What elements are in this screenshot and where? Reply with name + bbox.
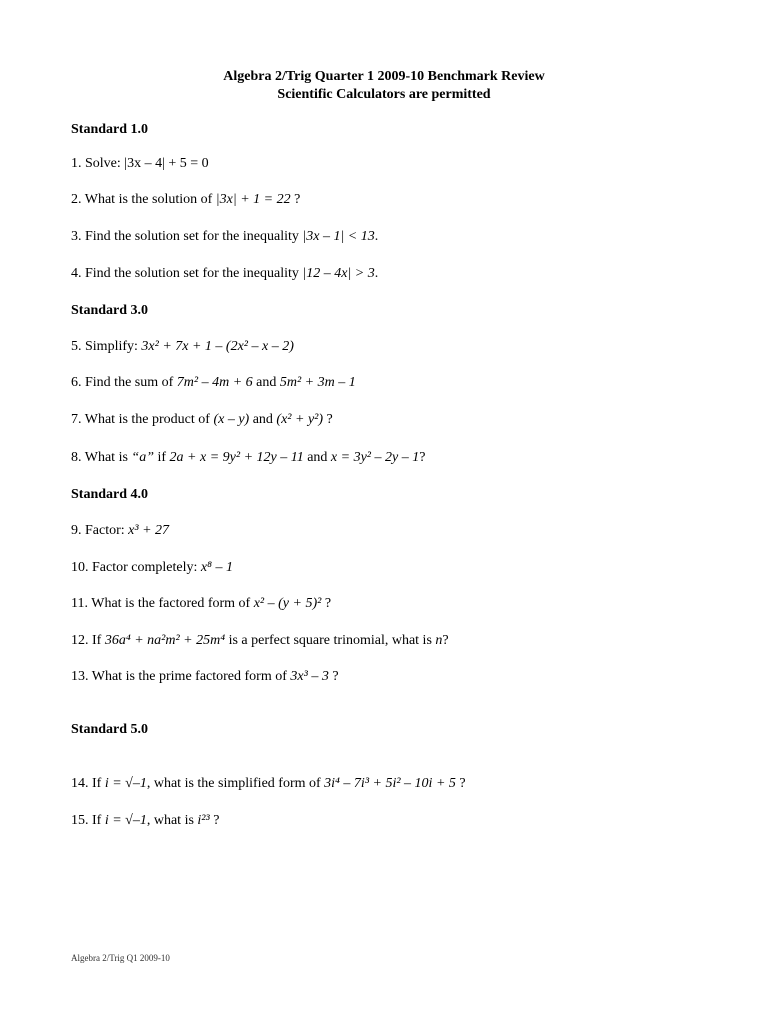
title-line-1: Algebra 2/Trig Quarter 1 2009-10 Benchmark Review bbox=[223, 69, 545, 84]
question-9 bbox=[71, 523, 169, 539]
question-15 bbox=[71, 813, 219, 829]
question-13 bbox=[71, 669, 339, 685]
question-6 bbox=[71, 375, 356, 391]
question-12-suffix: ? bbox=[442, 633, 449, 648]
question-11-prefix: 11. What is the factored form of bbox=[71, 596, 254, 611]
question-15-prefix: 15. If bbox=[71, 813, 105, 828]
question-13-math: 3x³ – 3 bbox=[290, 669, 329, 684]
question-10 bbox=[71, 560, 233, 576]
question-8 bbox=[71, 450, 425, 466]
question-12-math: 36a⁴ + na²m² + 25m⁴ bbox=[104, 633, 226, 648]
question-7-math-a: (x – y) bbox=[213, 412, 250, 427]
question-9-math: x³ + 27 bbox=[128, 523, 170, 538]
question-1 bbox=[71, 156, 209, 172]
question-14-prefix: 14. If bbox=[71, 776, 105, 791]
question-4-math: |12 – 4x| > 3 bbox=[302, 266, 375, 281]
question-3-math: |3x – 1| < 13 bbox=[302, 229, 375, 244]
question-12-var: n bbox=[435, 633, 443, 648]
question-3 bbox=[71, 229, 378, 245]
question-7 bbox=[71, 412, 333, 428]
question-15-math-a: i = √–1 bbox=[104, 813, 147, 828]
question-13-prefix: 13. What is the prime factored form of bbox=[71, 669, 291, 684]
question-11-math: x² – (y + 5)² bbox=[253, 596, 322, 611]
section-heading-standard-3: Standard 3.0 bbox=[71, 303, 149, 318]
question-5 bbox=[71, 339, 294, 355]
question-4-prefix: 4. Find the solution set for the inequality bbox=[71, 266, 303, 281]
question-15-mid: , what is bbox=[146, 813, 198, 828]
question-14-math-a: i = √–1 bbox=[104, 776, 147, 791]
worksheet-title bbox=[0, 68, 768, 104]
question-3-prefix: 3. Find the solution set for the inequality bbox=[71, 229, 303, 244]
question-5-math: 3x² + 7x + 1 – (2x² – x – 2) bbox=[141, 339, 294, 354]
question-4-suffix: . bbox=[374, 266, 379, 281]
question-11-suffix: ? bbox=[321, 596, 332, 611]
question-2 bbox=[71, 192, 300, 208]
question-7-prefix: 7. What is the product of bbox=[71, 412, 214, 427]
question-3-suffix: . bbox=[374, 229, 379, 244]
question-15-suffix: ? bbox=[209, 813, 220, 828]
question-2-suffix: ? bbox=[290, 192, 301, 207]
question-12 bbox=[71, 633, 449, 649]
question-13-suffix: ? bbox=[328, 669, 339, 684]
question-8-var: “a” bbox=[131, 450, 154, 465]
question-12-mid: is a perfect square trinomial, what is bbox=[225, 633, 436, 648]
question-5-prefix: 5. Simplify: bbox=[71, 339, 142, 354]
question-7-mid: and bbox=[249, 412, 277, 427]
section-heading-standard-4: Standard 4.0 bbox=[71, 487, 149, 502]
question-9-prefix: 9. Factor: bbox=[71, 523, 129, 538]
question-8-mid2: and bbox=[303, 450, 331, 465]
question-8-math-a: 2a + x = 9y² + 12y – 11 bbox=[169, 450, 304, 465]
page-footer: Algebra 2/Trig Q1 2009-10 bbox=[71, 953, 170, 963]
question-6-math-a: 7m² – 4m + 6 bbox=[176, 375, 253, 390]
question-10-prefix: 10. Factor completely: bbox=[71, 560, 201, 575]
question-8-prefix: 8. What is bbox=[71, 450, 132, 465]
question-15-math-b: i²³ bbox=[197, 813, 210, 828]
question-2-prefix: 2. What is the solution of bbox=[71, 192, 216, 207]
section-heading-standard-5: Standard 5.0 bbox=[71, 722, 149, 737]
question-10-math: x⁸ – 1 bbox=[200, 560, 233, 575]
question-7-suffix: ? bbox=[323, 412, 333, 427]
question-8-suffix: ? bbox=[419, 450, 426, 465]
question-11 bbox=[71, 596, 331, 612]
question-14-mid: , what is the simplified form of bbox=[146, 776, 325, 791]
question-12-prefix: 12. If bbox=[71, 633, 105, 648]
question-14-math-b: 3i⁴ – 7i³ + 5i² – 10i + 5 bbox=[324, 776, 456, 791]
question-14-suffix: ? bbox=[455, 776, 466, 791]
question-14 bbox=[71, 776, 466, 792]
question-4 bbox=[71, 266, 378, 282]
question-6-math-b: 5m² + 3m – 1 bbox=[279, 375, 356, 390]
section-heading-standard-1: Standard 1.0 bbox=[71, 122, 149, 137]
question-6-mid: and bbox=[252, 375, 280, 390]
question-6-prefix: 6. Find the sum of bbox=[71, 375, 177, 390]
question-1-text: 1. Solve: |3x – 4| + 5 = 0 bbox=[71, 156, 209, 171]
title-line-2: Scientific Calculators are permitted bbox=[277, 87, 491, 102]
question-8-mid1: if bbox=[153, 450, 170, 465]
question-2-math: |3x| + 1 = 22 bbox=[215, 192, 291, 207]
question-8-math-b: x = 3y² – 2y – 1 bbox=[330, 450, 420, 465]
question-7-math-b: (x² + y²) bbox=[276, 412, 324, 427]
